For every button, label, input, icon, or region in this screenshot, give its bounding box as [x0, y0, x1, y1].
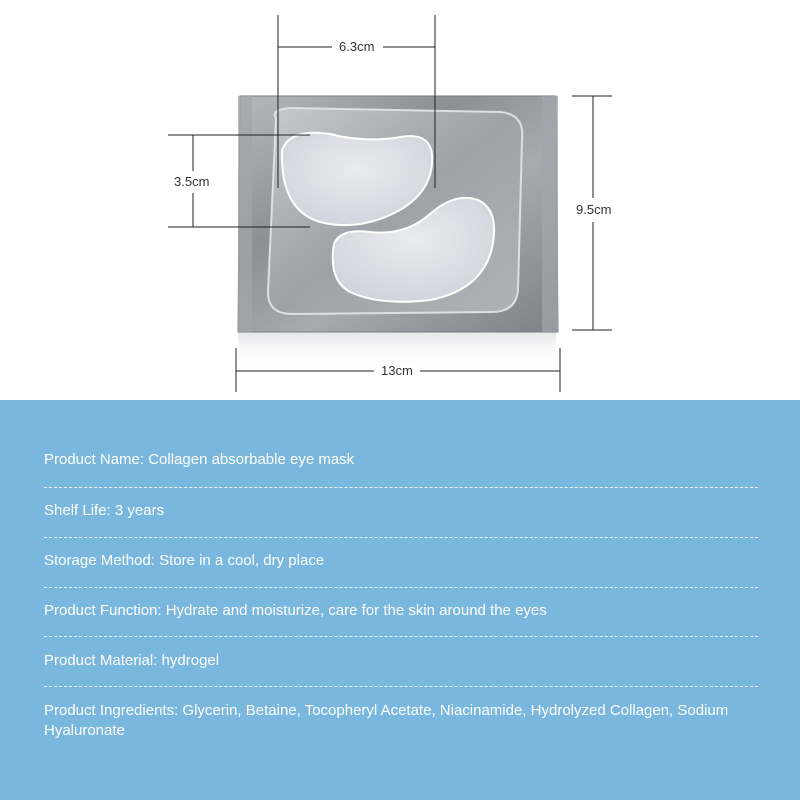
pack-height-label: 9.5cm [573, 202, 614, 218]
product-info-panel [0, 400, 800, 800]
pad-height-label: 3.5cm [171, 174, 212, 190]
divider [44, 537, 758, 538]
sachet-left-seal [238, 96, 252, 332]
storage-method-row: Storage Method: Store in a cool, dry place [44, 552, 325, 569]
pack-width-label: 13cm [378, 363, 416, 379]
product-material-row: Product Material: hydrogel [44, 652, 220, 669]
divider [44, 686, 758, 687]
sachet-right-seal [542, 96, 558, 332]
product-function-row: Product Function: Hydrate and moisturize, care for the skin around the eyes [44, 602, 547, 619]
divider [44, 487, 758, 488]
shelf-life-row: Shelf Life: 3 years [44, 502, 165, 519]
divider [44, 636, 758, 637]
product-name-row: Product Name: Collagen absorbable eye mask [44, 451, 355, 468]
divider [44, 587, 758, 588]
pad-width-label: 6.3cm [336, 39, 377, 55]
product-ingredients-row: Product Ingredients: Glycerin, Betaine, Tocopheryl Acetate, Niacinamide, Hydrolyzed Collagen, Sodium Hyaluronate [44, 702, 729, 739]
